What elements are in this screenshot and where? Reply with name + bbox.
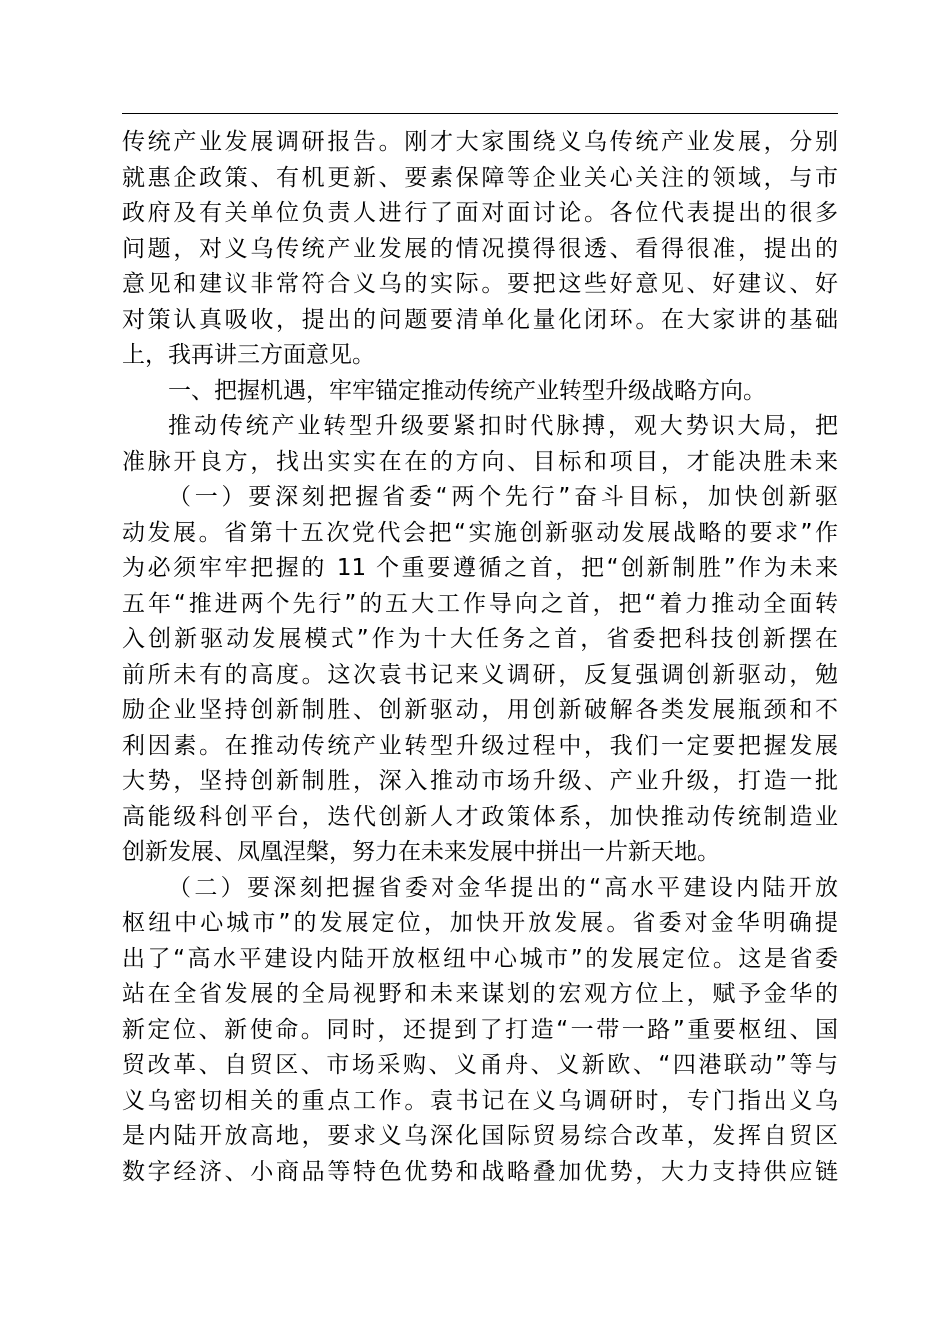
text-line: 问题，对义乌传统产业发展的情况摸得很透、看得很准，提出的 bbox=[122, 235, 838, 262]
section-heading-1 bbox=[122, 374, 838, 410]
paragraph-opening-up bbox=[122, 871, 838, 1191]
text-line: 大势，坚持创新制胜，深入推动市场升级、产业升级，打造一批 bbox=[122, 768, 838, 794]
text-line: 上，我再讲三方面意见。 bbox=[122, 342, 375, 368]
header-rule bbox=[122, 113, 838, 114]
text-line: 前所未有的高度。这次袁书记来义调研，反复强调创新驱动，勉 bbox=[122, 661, 838, 688]
text-line: 是内陆开放高地，要求义乌深化国际贸易综合改革，发挥自贸区 bbox=[122, 1123, 838, 1149]
document-body bbox=[122, 125, 838, 1190]
text-line: （一）要深刻把握省委“两个先行”奋斗目标，加快创新驱 bbox=[168, 484, 838, 510]
text-line: 就惠企政策、有机更新、要素保障等企业关心关注的领域，与市 bbox=[122, 164, 838, 191]
text-line: 传统产业发展调研报告。刚才大家围绕义乌传统产业发展，分别 bbox=[122, 129, 838, 155]
text-line: 为必须牢牢把握的 11 个重要遵循之首，把“创新制胜”作为未来 bbox=[122, 555, 838, 581]
text-line: 推动传统产业转型升级要紧扣时代脉搏，观大势识大局，把 bbox=[168, 413, 838, 439]
text-line: 五年“推进两个先行”的五大工作导向之首，把“着力推动全面转 bbox=[122, 590, 838, 617]
heading-text: 一、把握机遇，牢牢锚定推动传统产业转型升级战略方向。 bbox=[168, 377, 766, 404]
text-line: 出了“高水平建设内陆开放枢纽中心城市”的发展定位。这是省委 bbox=[122, 945, 838, 972]
text-line: 意见和建议非常符合义乌的实际。要把这些好意见、好建议、好 bbox=[122, 271, 838, 297]
paragraph-opportunity bbox=[122, 409, 838, 480]
text-line: 对策认真吸收，提出的问题要清单化量化闭环。在大家讲的基础 bbox=[122, 306, 838, 333]
text-line: 数字经济、小商品等特色优势和战略叠加优势，大力支持供应链 bbox=[122, 1158, 838, 1185]
text-line: 高能级科创平台，迭代创新人才政策体系，加快推动传统制造业 bbox=[122, 803, 838, 830]
paragraph-intro bbox=[122, 125, 838, 374]
text-line: 贸改革、自贸区、市场采购、义甬舟、义新欧、“四港联动”等与 bbox=[122, 1052, 838, 1078]
text-line: 站在全省发展的全局视野和未来谋划的宏观方位上，赋予金华的 bbox=[122, 981, 838, 1007]
text-line: 枢纽中心城市”的发展定位，加快开放发展。省委对金华明确提 bbox=[122, 910, 838, 936]
paragraph-innovation bbox=[122, 480, 838, 871]
text-line: 义乌密切相关的重点工作。袁书记在义乌调研时，专门指出义乌 bbox=[122, 1087, 838, 1114]
text-line: 政府及有关单位负责人进行了面对面讨论。各位代表提出的很多 bbox=[122, 200, 838, 226]
text-line: 新定位、新使命。同时，还提到了打造“一带一路”重要枢纽、国 bbox=[122, 1016, 838, 1043]
text-line: （二）要深刻把握省委对金华提出的“高水平建设内陆开放 bbox=[168, 874, 838, 901]
text-line: 入创新驱动发展模式”作为十大任务之首，省委把科技创新摆在 bbox=[122, 626, 838, 652]
text-line: 动发展。省第十五次党代会把“实施创新驱动发展战略的要求”作 bbox=[122, 519, 838, 546]
text-line: 励企业坚持创新制胜、创新驱动，用创新破解各类发展瓶颈和不 bbox=[122, 697, 838, 723]
text-line: 创新发展、凤凰涅槃，努力在未来发展中拼出一片新天地。 bbox=[122, 839, 720, 865]
text-line: 利因素。在推动传统产业转型升级过程中，我们一定要把握发展 bbox=[122, 732, 838, 759]
text-line: 准脉开良方，找出实实在在的方向、目标和项目，才能决胜未来 bbox=[122, 448, 838, 475]
